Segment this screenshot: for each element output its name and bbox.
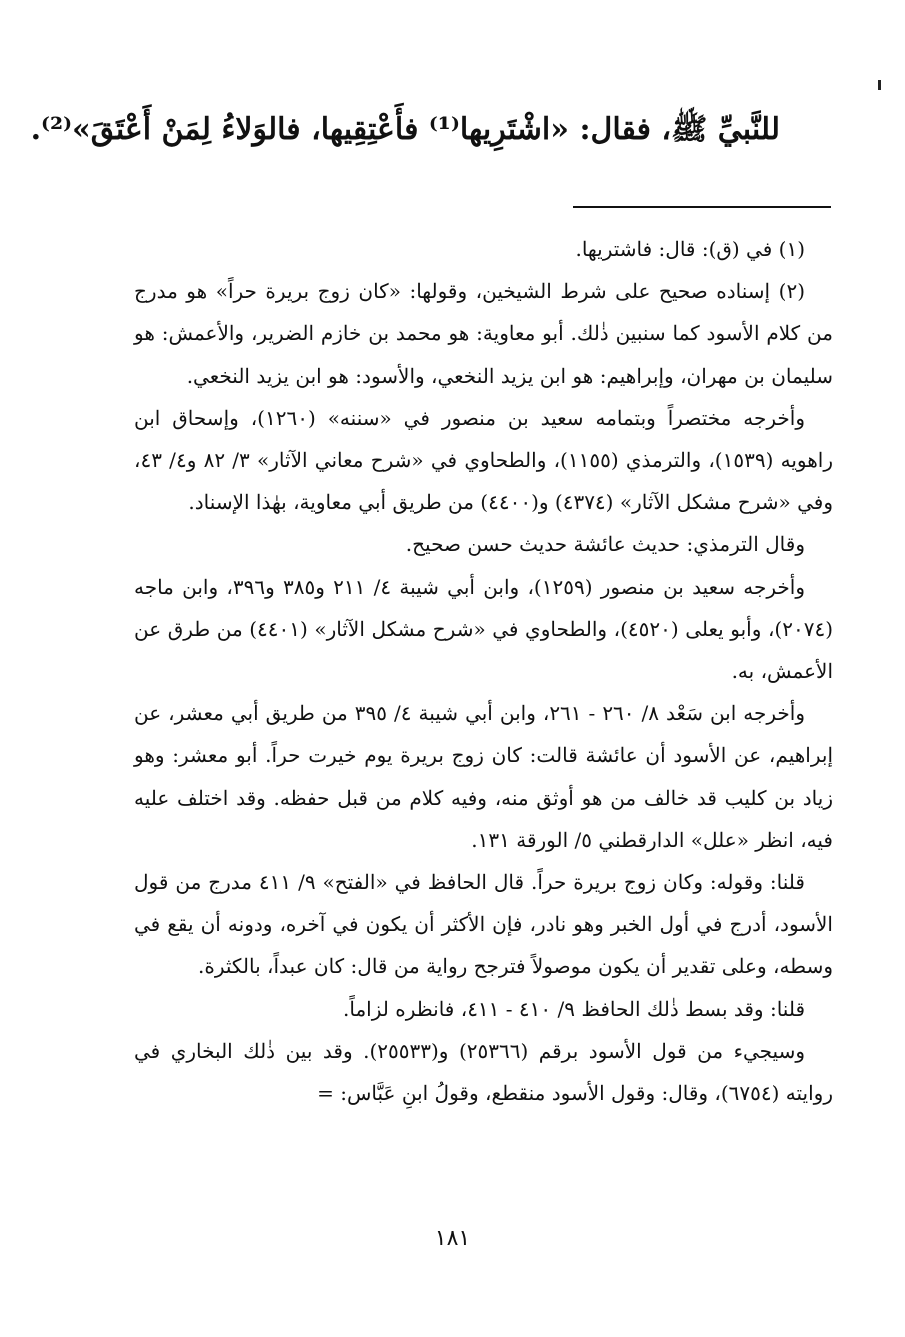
footnote-paragraph: وأخرجه ابن سَعْد ٨/ ٢٦٠ - ٢٦١، وابن أبي شيبة ٤/ ٣٩٥ من طريق أبي معشر، عن إبراهيم، عن الأسود أن عائشة قالت: كان زوج بريرة يوم خيرت حراً. أبو معشر: وهو زياد بن كليب قد خالف من هو أوثق منه، وفيه كلام من قبل حفظه. وقد اختلف عليه فيه، انظر «علل» الدارقطني ٥/ الورقة ١٣١. xyxy=(134,701,833,852)
footnote-paragraph: وأخرجه سعيد بن منصور (١٢٥٩)، وابن أبي شيبة ٤/ ٢١١ و٣٨٥ و٣٩٦، وابن ماجه (٢٠٧٤)، وأبو يعلى (٤٥٢٠)، والطحاوي في «شرح مشكل الآثار» (٤٤٠١) من طرق عن الأعمش، به. xyxy=(134,574,833,684)
footnote-paragraph: وأخرجه مختصراً وبتمامه سعيد بن منصور في «سننه» (١٢٦٠)، وإسحاق ابن راهويه (١٥٣٩)، والترمذي (١١٥٥)، والطحاوي في «شرح معاني الآثار» ٣/ ٨٢ و٤/ ٤٣، وفي «شرح مشكل الآثار» (٤٣٧٤) و(٤٤٠٠) من طريق أبي معاوية، بهٰذا الإسناد. xyxy=(134,405,833,515)
footnote-paragraph: قلنا: وقوله: وكان زوج بريرة حراً. قال الحافظ في «الفتح» ٩/ ٤١١ مدرج من قول الأسود، أدرج في أول الخبر وهو نادر، فإن الأكثر أن يكون في آخره، ودونه أن يقع في وسطه، وعلى تقدير أن يكون موصولاً فترجح رواية من قال: كان عبداً، بالكثرة. xyxy=(134,870,833,979)
page-number: ١٨١ xyxy=(434,1226,471,1251)
main-text: للنَّبيِّ ﷺ، فقال: «اشْتَرِيها⁽¹⁾ فأَعْتِقِيها، فالوَلاءُ لِمَنْ أَعْتَقَ»⁽²⁾. xyxy=(30,112,780,147)
footnote-1: (١) في (ق): قال: فاشتريها. xyxy=(575,237,805,261)
footnotes xyxy=(134,228,833,1114)
footnote-paragraph: وسيجيء من قول الأسود برقم (٢٥٣٦٦) و(٢٥٥٣٣). وقد بين ذٰلك البخاري في روايته (٦٧٥٤)، وقال: وقول الأسود منقطع، وقولُ ابنِ عَبَّاس: = xyxy=(134,1038,833,1106)
footnote-separator xyxy=(573,206,831,208)
footnote-paragraph: وقال الترمذي: حديث عائشة حديث حسن صحيح. xyxy=(405,532,805,557)
footnote-2: (٢) إسناده صحيح على شرط الشيخين، وقولها: «كان زوج بريرة حراً» هو مدرج من كلام الأسود كما سنبين ذٰلك. أبو معاوية: هو محمد بن خازم الضرير، والأعمش: هو سليمان بن مهران، وإبراهيم: هو ابن يزيد النخعي، والأسود: هو ابن يزيد النخعي. xyxy=(134,279,833,388)
margin-mark xyxy=(878,80,881,90)
footnote-paragraph: قلنا: وقد بسط ذٰلك الحافظ ٩/ ٤١٠ - ٤١١، فانظره لزاماً. xyxy=(343,996,805,1021)
